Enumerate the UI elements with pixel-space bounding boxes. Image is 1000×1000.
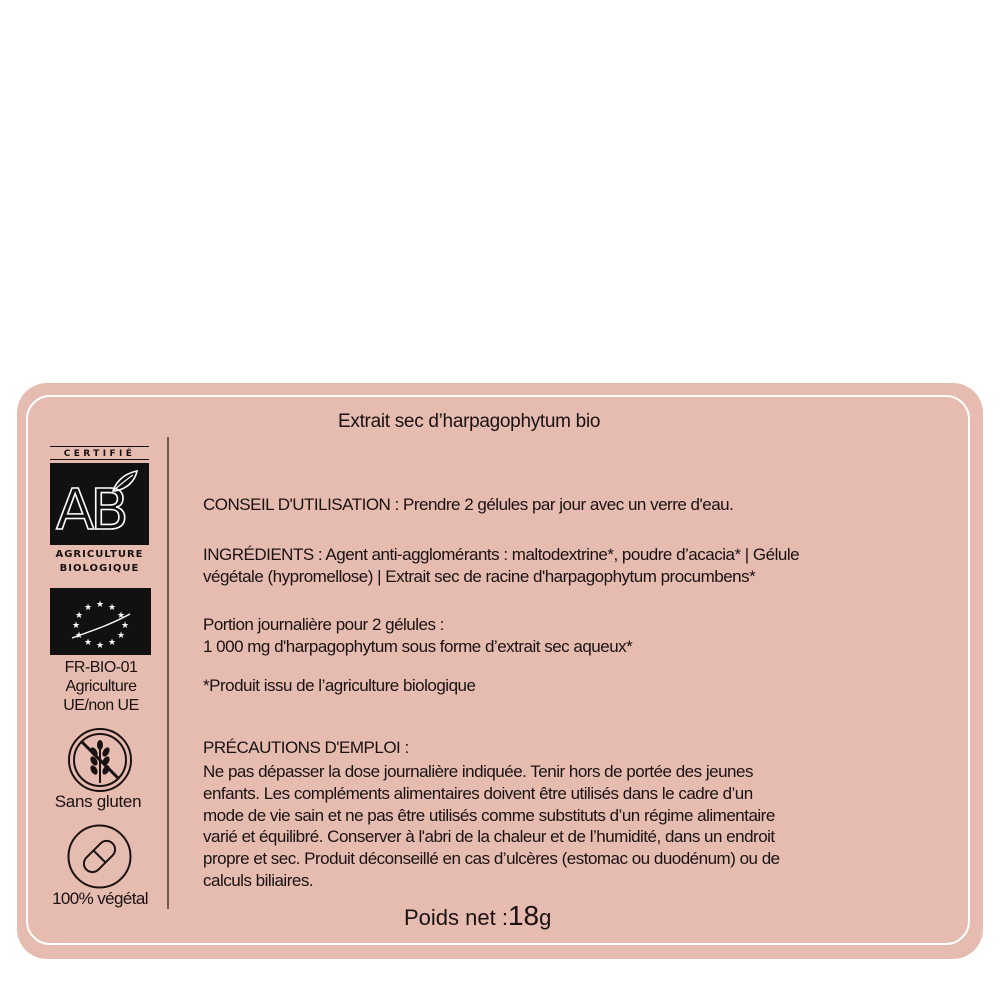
daily-portion [203, 614, 632, 658]
svg-text:★: ★ [74, 631, 84, 641]
precautions-line: varié et équilibré. Conserver à l'abri de la chaleur et de l’humidité, dans un endroit [203, 827, 775, 847]
usage-advice: CONSEIL D'UTILISATION : Prendre 2 gélules par jour avec un verre d'eau. [203, 495, 734, 514]
precautions-line: enfants. Les compléments alimentaires doivent être utilisés dans le cadre d’un [203, 783, 753, 803]
ab-letters: AB [56, 478, 125, 543]
gluten-free-label: Sans gluten [54, 792, 142, 811]
ab-certifie-text: CERTIFIÉ [50, 446, 149, 460]
vegetal-capsule-icon [66, 823, 133, 895]
organic-footnote: *Produit issu de l’agriculture biologique [203, 676, 476, 695]
precautions-line: calculs biliaires. [203, 870, 314, 890]
svg-text:★: ★ [116, 611, 126, 621]
ab-box [50, 463, 149, 545]
svg-text:★: ★ [83, 603, 93, 613]
svg-text:★: ★ [83, 638, 93, 648]
ab-line: BIOLOGIQUE [59, 563, 140, 574]
ingredients [203, 544, 799, 588]
portion-line: 1 000 mg d'harpagophytum sous forme d’extrait sec aqueux* [203, 637, 633, 656]
origin-line: UE/non UE [63, 697, 139, 714]
precautions-line: Ne pas dépasser la dose journalière indiquée. Tenir hors de portée des jeunes [203, 762, 753, 781]
svg-text:★: ★ [107, 638, 117, 648]
ingredients-line: végétale (hypromellose) | Extrait sec de racine d'harpagophytum procumbens* [203, 567, 756, 586]
net-weight-unit: g [539, 905, 552, 930]
precautions-heading: PRÉCAUTIONS D'EMPLOI : [203, 738, 409, 757]
origin-line: FR-BIO-01 [64, 659, 138, 676]
svg-text:★: ★ [116, 631, 126, 641]
origin-code [48, 658, 154, 715]
svg-text:★: ★ [95, 600, 105, 610]
ab-certification-logo [50, 446, 149, 578]
portion-line: Portion journalière pour 2 gélules : [203, 615, 444, 634]
product-title: Extrait sec d’harpagophytum bio [338, 411, 601, 432]
precautions-text [203, 761, 780, 892]
precautions-line: propre et sec. Produit déconseillé en cas d’ulcères (estomac ou duodénum) ou de [203, 849, 780, 869]
net-weight-label: Poids net : [404, 905, 508, 930]
svg-text:★: ★ [74, 611, 84, 621]
gluten-free-icon [67, 727, 133, 798]
ab-line: AGRICULTURE [55, 549, 144, 560]
vegetal-label: 100% végétal [52, 889, 148, 908]
ingredients-line: INGRÉDIENTS : Agent anti-agglomérants : maltodextrine*, poudre d’acacia* | Gélule [203, 545, 800, 564]
svg-text:★: ★ [107, 603, 117, 613]
origin-line: Agriculture [65, 678, 137, 695]
net-weight-value: 18 [507, 900, 540, 931]
precautions-line: mode de vie sain et ne pas être utilisés comme substituts d’un régime alimentaire [203, 805, 775, 825]
eu-organic-logo [50, 588, 151, 655]
svg-text:★: ★ [71, 621, 81, 631]
svg-text:★: ★ [95, 641, 105, 651]
eu-leaf-stars-icon [50, 588, 151, 655]
ab-agriculture-text [50, 548, 149, 576]
vertical-divider [167, 437, 169, 909]
net-weight [404, 900, 551, 932]
svg-text:★: ★ [120, 621, 130, 631]
